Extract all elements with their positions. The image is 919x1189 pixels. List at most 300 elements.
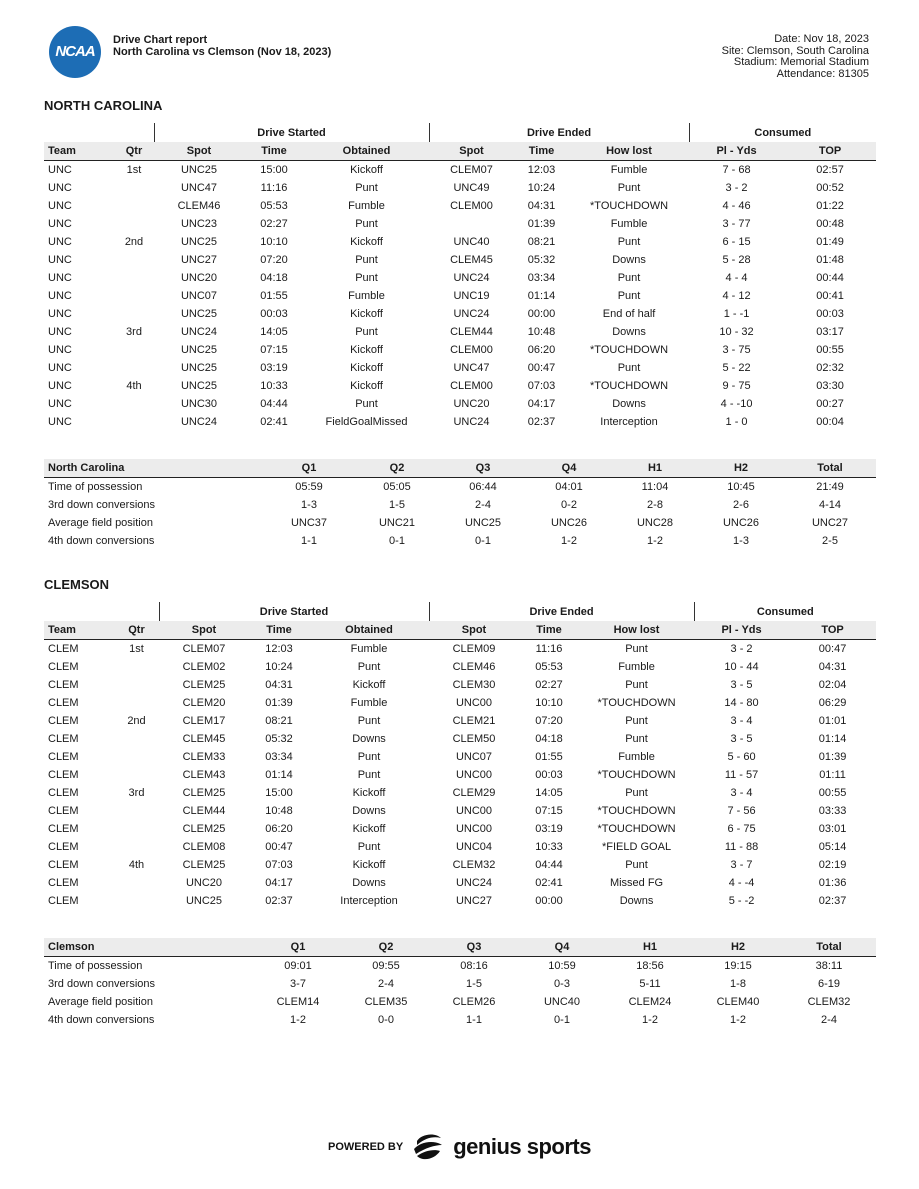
stats-table-unc — [44, 459, 876, 550]
drive-cell: 05:53 — [535, 661, 563, 673]
stat-value: UNC26 — [550, 517, 588, 529]
drive-cell: CLEM — [48, 859, 79, 871]
column-header-row — [44, 621, 876, 640]
game-meta — [722, 34, 869, 80]
drive-cell — [429, 215, 514, 233]
matchup-title: North Carolina vs Clemson (Nov 18, 2023) — [113, 46, 332, 58]
drive-cell: 11 - 57 — [724, 769, 759, 781]
drive-cell: CLEM50 — [452, 733, 496, 745]
stat-col-q1: Q1 — [254, 938, 342, 957]
stat-col-q4: Q4 — [526, 459, 612, 478]
stat-value: 1-3 — [301, 499, 317, 511]
drive-cell: *FIELD GOAL — [601, 841, 672, 853]
stat-value: 1-2 — [561, 535, 577, 547]
drive-cell: CLEM02 — [182, 661, 226, 673]
drive-row — [44, 341, 876, 359]
drive-cell: Interception — [340, 895, 398, 907]
drive-cell: 7 - 68 — [722, 164, 751, 176]
drive-cell: 3 - 7 — [730, 859, 753, 871]
drive-cell: UNC — [48, 398, 72, 410]
drive-row — [44, 323, 876, 341]
stat-label: 3rd down conversions — [48, 978, 156, 990]
drive-cell: 10 - 44 — [724, 661, 759, 673]
drive-cell: 03:30 — [816, 380, 844, 392]
col-end-spot: Spot — [429, 142, 514, 161]
stats-header-row — [44, 459, 876, 478]
drive-cell: CLEM — [48, 715, 79, 727]
stat-value: CLEM32 — [807, 996, 851, 1008]
drive-cell: Punt — [617, 182, 641, 194]
drive-cell: 03:01 — [818, 823, 847, 835]
drive-cell: 00:44 — [816, 272, 844, 284]
drive-cell: UNC — [48, 362, 72, 374]
drive-cell: UNC07 — [455, 751, 493, 763]
stat-value: CLEM26 — [452, 996, 496, 1008]
drive-cell: 10:33 — [260, 380, 288, 392]
drive-cell: 1 - 0 — [725, 416, 748, 428]
drive-cell: 08:21 — [527, 236, 556, 248]
drive-cell: 00:52 — [816, 182, 844, 194]
drive-cell: 01:49 — [816, 236, 844, 248]
stat-value: 4-14 — [818, 499, 842, 511]
drive-row — [44, 179, 876, 197]
col-plays-yards: Pl - Yds — [689, 142, 784, 161]
stat-value: UNC27 — [811, 517, 849, 529]
drive-cell: 01:48 — [816, 254, 844, 266]
drive-cell: 00:55 — [816, 344, 844, 356]
drive-cell: Punt — [617, 290, 641, 302]
drive-row — [44, 233, 876, 251]
drive-cell: *TOUCHDOWN — [590, 200, 669, 212]
stat-value: 2-4 — [378, 978, 394, 990]
drive-cell: 01:39 — [818, 751, 847, 763]
drive-cell: CLEM25 — [182, 823, 226, 835]
drive-cell: 4 - 46 — [722, 200, 751, 212]
drive-cell: 04:31 — [527, 200, 556, 212]
drive-cell: 01:11 — [819, 769, 846, 781]
drive-cell: CLEM46 — [177, 200, 221, 212]
drive-cell: CLEM29 — [452, 787, 496, 799]
drive-cell: UNC24 — [453, 308, 490, 320]
drive-cell: *TOUCHDOWN — [597, 697, 676, 709]
section-title-clem: CLEMSON — [44, 577, 109, 592]
drive-cell — [114, 838, 159, 856]
drive-cell: CLEM — [48, 895, 79, 907]
drive-cell: Punt — [357, 661, 381, 673]
drive-cell: 04:18 — [535, 733, 563, 745]
stat-value: 2-6 — [733, 499, 749, 511]
report-header — [0, 0, 919, 95]
drive-cell: Punt — [617, 236, 641, 248]
drive-row — [44, 820, 876, 838]
drive-cell: CLEM09 — [452, 643, 496, 655]
drive-cell: Punt — [625, 733, 648, 745]
drive-cell — [114, 874, 159, 892]
drive-row — [44, 694, 876, 712]
drive-cell: 6 - 75 — [727, 823, 756, 835]
stat-value: 0-1 — [475, 535, 491, 547]
drive-row — [44, 838, 876, 856]
drive-cell: 3 - 2 — [730, 643, 753, 655]
drive-cell: 06:20 — [265, 823, 293, 835]
stat-value: UNC28 — [636, 517, 674, 529]
drive-cell: 14:05 — [260, 326, 288, 338]
drive-cell: 10:48 — [265, 805, 293, 817]
drive-cell: 5 - -2 — [728, 895, 755, 907]
drive-cell: UNC04 — [455, 841, 493, 853]
drive-cell: Downs — [352, 877, 386, 889]
drive-cell: Kickoff — [352, 859, 386, 871]
drive-cell — [114, 730, 159, 748]
drive-cell: UNC25 — [180, 362, 218, 374]
drive-cell: 00:47 — [818, 643, 847, 655]
drive-cell: 02:04 — [818, 679, 847, 691]
drive-cell: UNC24 — [455, 877, 493, 889]
drive-cell: CLEM — [48, 805, 79, 817]
drive-cell — [114, 305, 154, 323]
drive-cell: UNC00 — [455, 769, 493, 781]
drive-cell: 10:24 — [527, 182, 556, 194]
drive-cell — [114, 359, 154, 377]
stat-label: 3rd down conversions — [48, 499, 156, 511]
drive-cell: Interception — [600, 416, 658, 428]
drive-cell: CLEM00 — [450, 200, 493, 212]
stat-value: 18:56 — [636, 960, 664, 972]
drive-cell: Punt — [625, 643, 648, 655]
drive-cell: 4 - 4 — [725, 272, 748, 284]
stats-row — [44, 1011, 876, 1029]
stat-label: Time of possession — [48, 481, 143, 493]
stat-value: 1-5 — [466, 978, 482, 990]
drive-cell: 7 - 56 — [727, 805, 756, 817]
drive-cell: 4 - 12 — [722, 290, 751, 302]
drive-cell — [114, 269, 154, 287]
drive-cell: Punt — [355, 326, 378, 338]
col-team: Team — [44, 142, 114, 161]
group-header-row — [44, 602, 876, 621]
drive-cell: UNC — [48, 218, 72, 230]
genius-sports-brand: genius sports — [453, 1134, 591, 1159]
stat-col-q3: Q3 — [440, 459, 526, 478]
drive-cell: UNC — [48, 254, 72, 266]
stats-table-clem — [44, 938, 876, 1029]
drive-cell: CLEM07 — [450, 164, 493, 176]
drive-cell: Fumble — [610, 164, 648, 176]
drive-cell: 04:18 — [260, 272, 288, 284]
stat-value: 05:05 — [383, 481, 411, 493]
drive-cell: UNC — [48, 308, 72, 320]
game-site: Site: Clemson, South Carolina — [721, 44, 869, 57]
stat-value: 09:01 — [284, 960, 312, 972]
stat-value: 38:11 — [815, 960, 843, 972]
drive-cell — [114, 766, 159, 784]
drive-table-unc — [44, 123, 876, 431]
drive-cell: CLEM00 — [450, 380, 493, 392]
drive-cell: 4 - -10 — [720, 398, 753, 410]
stat-value: 09:55 — [372, 960, 400, 972]
drive-cell: 07:20 — [535, 715, 563, 727]
drive-cell: 3 - 77 — [722, 218, 751, 230]
col-qtr: Qtr — [114, 142, 154, 161]
drive-cell: CLEM44 — [182, 805, 226, 817]
stat-col-q4: Q4 — [518, 938, 606, 957]
drive-cell: 2nd — [124, 236, 144, 248]
drive-cell: Kickoff — [350, 164, 383, 176]
drive-row — [44, 395, 876, 413]
drive-cell: CLEM — [48, 733, 79, 745]
stat-value: CLEM24 — [628, 996, 672, 1008]
stat-label: Time of possession — [48, 960, 143, 972]
stat-value: 04:01 — [555, 481, 583, 493]
drive-cell: 04:31 — [265, 679, 293, 691]
drive-cell: Downs — [619, 895, 654, 907]
drive-cell: Kickoff — [350, 236, 383, 248]
group-consumed: Consumed — [689, 123, 876, 142]
drive-cell — [114, 197, 154, 215]
stat-value: 1-1 — [466, 1014, 482, 1026]
drive-cell — [114, 251, 154, 269]
drive-cell: 07:15 — [535, 805, 563, 817]
drive-cell: 01:39 — [265, 697, 293, 709]
drive-row — [44, 161, 876, 180]
drive-cell — [114, 395, 154, 413]
drive-cell: 06:29 — [818, 697, 847, 709]
stat-value: 10:45 — [727, 481, 755, 493]
drive-cell: UNC — [48, 290, 72, 302]
drive-cell: 05:32 — [265, 733, 293, 745]
drive-cell: 00:48 — [816, 218, 844, 230]
stat-label: Average field position — [48, 517, 153, 529]
drive-cell: UNC23 — [180, 218, 218, 230]
drive-cell: Fumble — [350, 643, 388, 655]
genius-sports-logo-icon — [411, 1132, 445, 1162]
drive-cell: CLEM — [48, 751, 79, 763]
drive-cell: CLEM00 — [450, 344, 493, 356]
drive-cell: Kickoff — [352, 823, 386, 835]
stats-row — [44, 496, 876, 514]
stat-value: 2-4 — [821, 1014, 837, 1026]
stat-value: 11:04 — [641, 481, 669, 493]
drive-cell: UNC20 — [185, 877, 223, 889]
drive-cell: CLEM32 — [452, 859, 496, 871]
drive-row — [44, 748, 876, 766]
drive-cell: Punt — [357, 769, 381, 781]
drive-cell: 9 - 75 — [722, 380, 751, 392]
drive-cell: UNC25 — [180, 380, 218, 392]
stat-label: Average field position — [48, 996, 153, 1008]
drive-cell: 3 - 4 — [730, 787, 753, 799]
drive-row — [44, 712, 876, 730]
drive-cell: 00:03 — [260, 308, 288, 320]
drive-cell: UNC49 — [453, 182, 490, 194]
drive-cell: 10:24 — [265, 661, 293, 673]
stat-value: 0-3 — [554, 978, 570, 990]
stat-value: 2-4 — [475, 499, 491, 511]
drive-cell: Punt — [355, 398, 378, 410]
drive-cell: 1st — [126, 164, 142, 176]
drive-cell — [114, 413, 154, 431]
drive-cell: CLEM — [48, 661, 79, 673]
drive-cell: UNC25 — [185, 895, 223, 907]
drive-row — [44, 658, 876, 676]
drive-cell: 3 - 5 — [730, 679, 753, 691]
drive-cell: 04:17 — [265, 877, 293, 889]
col-how-lost: How lost — [569, 142, 689, 161]
drive-cell: 00:00 — [535, 895, 563, 907]
drive-cell: UNC27 — [455, 895, 493, 907]
stat-value: 2-5 — [822, 535, 838, 547]
drive-cell: 10:10 — [535, 697, 563, 709]
drive-cell: Punt — [357, 841, 381, 853]
drive-cell: Punt — [357, 751, 381, 763]
drive-cell: UNC19 — [453, 290, 490, 302]
drive-cell: 02:19 — [818, 859, 847, 871]
drive-cell: 3rd — [128, 787, 145, 799]
drive-cell: 11:16 — [260, 182, 288, 194]
column-header-row — [44, 142, 876, 161]
drive-cell: Kickoff — [350, 380, 383, 392]
drive-cell: 05:14 — [818, 841, 847, 853]
drive-cell: 02:41 — [535, 877, 563, 889]
drive-cell: CLEM43 — [182, 769, 226, 781]
drive-cell: 02:32 — [816, 362, 844, 374]
drive-cell: CLEM25 — [182, 679, 226, 691]
group-drive-started: Drive Started — [154, 123, 429, 142]
stats-row — [44, 532, 876, 550]
drive-cell: Punt — [357, 715, 381, 727]
drive-cell: Downs — [352, 733, 386, 745]
drive-cell — [114, 748, 159, 766]
drive-cell: 04:31 — [818, 661, 847, 673]
group-drive-ended: Drive Ended — [429, 602, 694, 621]
drive-cell: CLEM44 — [450, 326, 493, 338]
drive-cell — [114, 802, 159, 820]
drive-cell: UNC30 — [180, 398, 218, 410]
drive-cell: CLEM08 — [182, 841, 226, 853]
drive-cell: Kickoff — [350, 362, 383, 374]
stat-value: 0-1 — [389, 535, 405, 547]
drive-cell: UNC25 — [180, 308, 218, 320]
stat-value: 1-2 — [730, 1014, 746, 1026]
drive-row — [44, 251, 876, 269]
drive-cell — [114, 820, 159, 838]
drive-row — [44, 197, 876, 215]
drive-cell: UNC — [48, 200, 72, 212]
drive-cell: CLEM45 — [182, 733, 226, 745]
drive-cell: UNC — [48, 236, 72, 248]
stat-col-h1: H1 — [612, 459, 698, 478]
drive-cell: CLEM — [48, 679, 79, 691]
footer — [0, 1132, 919, 1162]
drive-row — [44, 784, 876, 802]
drive-cell: UNC20 — [453, 398, 490, 410]
drive-cell: 02:37 — [265, 895, 293, 907]
drive-cell: 01:14 — [818, 733, 847, 745]
stat-value: 08:16 — [460, 960, 488, 972]
stat-value: 1-2 — [642, 1014, 658, 1026]
group-drive-ended: Drive Ended — [429, 123, 689, 142]
stat-col-q2: Q2 — [354, 459, 440, 478]
drive-cell: 01:55 — [260, 290, 288, 302]
drive-row — [44, 730, 876, 748]
drive-cell: UNC — [48, 182, 72, 194]
drive-cell: UNC47 — [453, 362, 490, 374]
game-attendance: Attendance: 81305 — [776, 67, 869, 80]
drive-cell: 3 - 2 — [725, 182, 748, 194]
drive-cell: 01:55 — [535, 751, 563, 763]
stat-col-h2: H2 — [698, 459, 784, 478]
stat-label: 4th down conversions — [48, 535, 155, 547]
col-top: TOP — [789, 621, 876, 640]
drive-cell: 11:16 — [535, 643, 563, 655]
drive-cell — [114, 892, 159, 910]
stat-value: 0-0 — [378, 1014, 394, 1026]
powered-by-label: POWERED BY — [328, 1141, 404, 1153]
drive-cell: 06:20 — [527, 344, 556, 356]
stat-value: 2-8 — [647, 499, 663, 511]
stats-team-label: Clemson — [44, 938, 254, 957]
drive-cell: Kickoff — [350, 308, 383, 320]
drive-row — [44, 413, 876, 431]
drive-cell: CLEM — [48, 787, 79, 799]
stat-value: UNC25 — [464, 517, 502, 529]
drive-cell: 2nd — [127, 715, 146, 727]
drive-cell: CLEM — [48, 697, 79, 709]
stat-value: UNC37 — [290, 517, 328, 529]
col-qtr: Qtr — [114, 621, 159, 640]
drive-cell: Kickoff — [352, 787, 386, 799]
drive-cell: 05:32 — [527, 254, 556, 266]
stat-value: 1-1 — [301, 535, 317, 547]
drive-cell: Kickoff — [352, 679, 386, 691]
drive-row — [44, 377, 876, 395]
stat-value: 1-2 — [647, 535, 663, 547]
drive-cell: Punt — [625, 787, 648, 799]
drive-cell: UNC — [48, 380, 72, 392]
stat-value: 1-2 — [290, 1014, 306, 1026]
drive-cell — [114, 341, 154, 359]
drive-cell: Downs — [612, 398, 646, 410]
drive-cell: Fumble — [350, 697, 388, 709]
drive-cell: Downs — [612, 254, 646, 266]
stats-row — [44, 957, 876, 976]
col-end-time: Time — [514, 142, 569, 161]
drive-cell: CLEM07 — [182, 643, 226, 655]
drive-cell: 01:14 — [527, 290, 556, 302]
drive-cell: CLEM — [48, 841, 79, 853]
col-team: Team — [44, 621, 114, 640]
stats-header-row — [44, 938, 876, 957]
drive-cell: Fumble — [618, 661, 655, 673]
drive-cell: 10 - 32 — [719, 326, 754, 338]
drive-cell: CLEM — [48, 643, 79, 655]
drive-cell: *TOUCHDOWN — [590, 380, 669, 392]
drive-cell: 03:17 — [816, 326, 844, 338]
col-obtained: Obtained — [309, 621, 429, 640]
group-header-row — [44, 123, 876, 142]
drive-cell: 02:27 — [535, 679, 563, 691]
drive-cell: Fumble — [348, 290, 385, 302]
ncaa-logo-icon — [49, 26, 101, 78]
report-title: Drive Chart report — [113, 34, 208, 46]
drive-cell: 02:37 — [818, 895, 847, 907]
drive-cell: 6 - 15 — [722, 236, 751, 248]
drive-cell: 00:03 — [816, 308, 844, 320]
stat-value: 21:49 — [816, 481, 844, 493]
drive-cell: CLEM20 — [182, 697, 226, 709]
drive-cell: CLEM — [48, 769, 79, 781]
drive-cell: UNC24 — [180, 326, 218, 338]
